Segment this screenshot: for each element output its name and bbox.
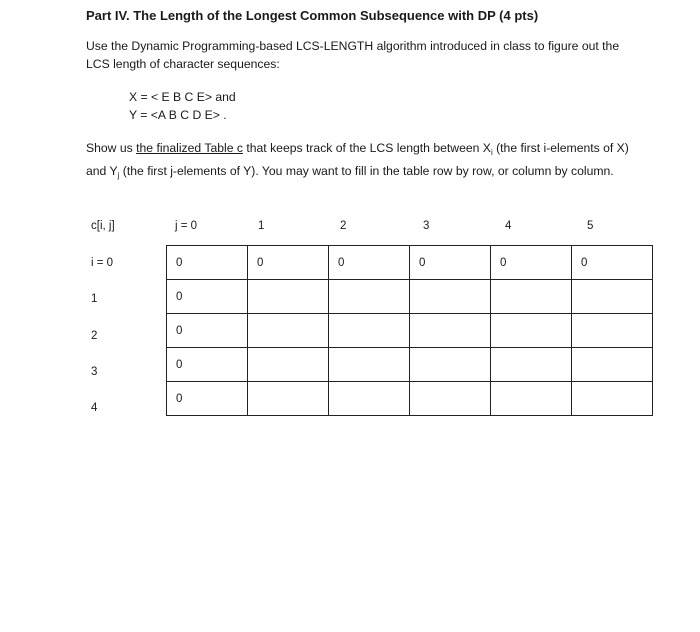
- table-cell[interactable]: [491, 382, 572, 416]
- table-c-underlined-text: the finalized Table c: [136, 141, 243, 155]
- table-cell[interactable]: [410, 314, 491, 348]
- table-cell[interactable]: [329, 348, 410, 382]
- instruction-paragraph: [86, 139, 646, 185]
- col-header: 4: [505, 220, 512, 232]
- table-cell[interactable]: 0: [167, 280, 248, 314]
- row-header: 1: [91, 293, 98, 305]
- table-cell[interactable]: 0: [329, 246, 410, 280]
- row-header: 2: [91, 330, 98, 342]
- table-cell[interactable]: 0: [410, 246, 491, 280]
- table-cell[interactable]: [248, 348, 329, 382]
- instruction-text-start: Show us: [86, 141, 137, 155]
- instruction-text-x: that keeps track of the LCS length between X: [242, 141, 491, 155]
- instruction-text-end: (the first j-elements of Y). You may want to fill in the table row by row, or column by column.: [119, 164, 614, 178]
- table-cell[interactable]: [410, 382, 491, 416]
- table-cell[interactable]: [572, 280, 653, 314]
- table-row: [167, 314, 653, 348]
- table-cell[interactable]: [410, 348, 491, 382]
- col-header: 1: [258, 220, 265, 232]
- table-cell[interactable]: 0: [248, 246, 329, 280]
- lcs-table-c: [166, 245, 653, 416]
- table-cell[interactable]: [491, 314, 572, 348]
- table-cell[interactable]: [248, 382, 329, 416]
- table-cell[interactable]: 0: [491, 246, 572, 280]
- table-row: [167, 348, 653, 382]
- table-cell[interactable]: 0: [167, 246, 248, 280]
- subscript-j: j: [117, 171, 120, 180]
- row-header: 4: [91, 402, 98, 414]
- row-header: 3: [91, 366, 98, 378]
- col-header: 3: [423, 220, 430, 232]
- table-cell[interactable]: [248, 314, 329, 348]
- table-row: [167, 246, 653, 280]
- table-cell[interactable]: [329, 382, 410, 416]
- table-cell[interactable]: [329, 314, 410, 348]
- sequence-y: Y = <A B C D E> .: [129, 108, 227, 122]
- table-cell[interactable]: 0: [167, 348, 248, 382]
- col-header: j = 0: [175, 220, 198, 232]
- table-cell[interactable]: 0: [572, 246, 653, 280]
- table-cell[interactable]: [491, 280, 572, 314]
- table-row: [167, 382, 653, 416]
- sequence-x: X = < E B C E> and: [129, 90, 236, 104]
- table-cell[interactable]: [329, 280, 410, 314]
- corner-label: c[i, j]: [91, 220, 115, 232]
- intro-paragraph: Use the Dynamic Programming-based LCS-LENGTH algorithm introduced in class to figure out the LCS length of character sequences:: [86, 39, 620, 71]
- col-header: 2: [340, 220, 347, 232]
- table-cell[interactable]: 0: [167, 382, 248, 416]
- question-title: Part IV. The Length of the Longest Common Subsequence with DP (4 pts): [86, 8, 539, 23]
- table-cell[interactable]: 0: [167, 314, 248, 348]
- table-cell[interactable]: [410, 280, 491, 314]
- table-row: [167, 280, 653, 314]
- table-cell[interactable]: [572, 314, 653, 348]
- col-header: 5: [587, 220, 594, 232]
- row-header: i = 0: [91, 257, 114, 269]
- table-cell[interactable]: [572, 348, 653, 382]
- instruction-text-y: (the first i-elements of X) and Y: [86, 141, 629, 178]
- table-cell[interactable]: [248, 280, 329, 314]
- subscript-i: i: [490, 148, 493, 157]
- table-cell[interactable]: [572, 382, 653, 416]
- table-cell[interactable]: [491, 348, 572, 382]
